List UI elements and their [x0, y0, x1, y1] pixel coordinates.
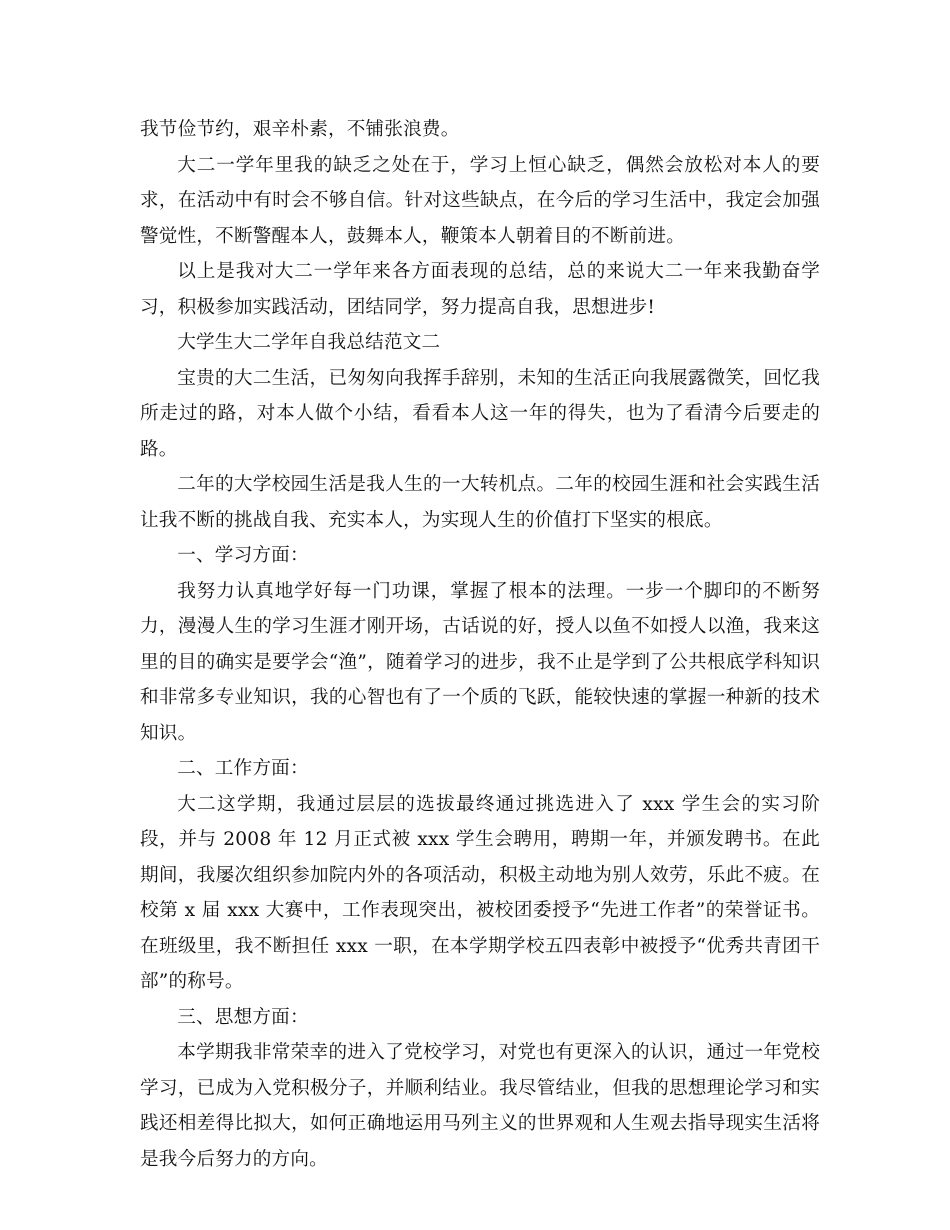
paragraph-thought: 本学期我非常荣幸的进入了党校学习，对党也有更深入的认识，通过一年党校学习，已成为入党积极分子，并顺利结业。我尽管结业，但我的思想理论学习和实践还相差得比拟大，如何正确地运用马列主义的世界观和人生观去指导现实生活将是我今后努力的方向。	[140, 1042, 820, 1170]
paragraph-work: 大二这学期，我通过层层的选拔最终通过挑选进入了 xxx 学生会的实习阶段，并与 2008 年 12 月正式被 xxx 学生会聘用，聘期一年，并颁发聘书。在此期间，我屡次组织参加院内外的各项活动，积极主动地为别人效劳，乐此不疲。在校第 x 届 xxx 大赛中，工作表现突出，被校团委授予“先进工作者”的荣誉证书。在班级里，我不断担任 xxx 一职，在本学期学校五四表彰中被授予“优秀共青团干部”的称号。	[140, 793, 820, 992]
section-title: 大学生大二学年自我总结范文二	[177, 332, 441, 353]
paragraph-1: 我节俭节约，艰辛朴素，不铺张浪费。	[140, 119, 460, 140]
document-body	[140, 112, 820, 1177]
heading-work: 二、工作方面：	[177, 758, 309, 779]
paragraph-2: 大二一学年里我的缺乏之处在于，学习上恒心缺乏，偶然会放松对本人的要求，在活动中有时会不够自信。针对这些缺点，在今后的学习生活中，我定会加强警觉性，不断警醒本人，鼓舞本人，鞭策本人朝着目的不断前进。	[140, 154, 820, 247]
paragraph-study: 我努力认真地学好每一门功课，掌握了根本的法理。一步一个脚印的不断努力，漫漫人生的学习生涯才刚开场，古话说的好，授人以鱼不如授人以渔，我来这里的目的确实是要学会“渔”，随着学习的进步，我不止是学到了公共根底学科知识和非常多专业知识，我的心智也有了一个质的飞跃，能较快速的掌握一种新的技术知识。	[140, 580, 820, 744]
paragraph-6: 二年的大学校园生活是我人生的一大转机点。二年的校园生涯和社会实践生活让我不断的挑战自我、充实本人，为实现人生的价值打下坚实的根底。	[140, 474, 820, 531]
heading-thought: 三、思想方面：	[177, 1006, 309, 1028]
heading-study: 一、学习方面：	[177, 545, 309, 566]
paragraph-5: 宝贵的大二生活，已匆匆向我挥手辞别，未知的生活正向我展露微笑，回忆我所走过的路，对本人做个小结，看看本人这一年的得失，也为了看清今后要走的路。	[140, 367, 820, 460]
paragraph-3: 以上是我对大二一学年来各方面表现的总结，总的来说大二一年来我勤奋学习，积极参加实践活动，团结同学，努力提高自我，思想进步!	[140, 261, 820, 318]
